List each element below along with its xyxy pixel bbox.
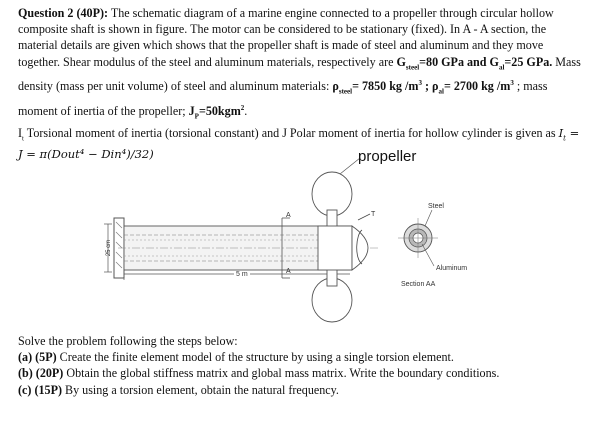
- solution-steps: [18, 333, 584, 398]
- propeller-blade-stem-bottom: [327, 268, 337, 286]
- step-c: (c) (15P) By using a torsion element, obtain the natural frequency.: [18, 382, 339, 397]
- question-heading: Question 2 (40P):: [18, 6, 109, 20]
- section-label-a-bottom: A: [286, 268, 291, 275]
- steps-intro: Solve the problem following the steps below:: [18, 334, 238, 348]
- section-aa-label: Section AA: [401, 281, 436, 288]
- dim-outer-label: 25 cm: [106, 239, 112, 257]
- propeller-blade-top: [312, 172, 352, 216]
- problem-text-1: The schematic diagram of a marine engine connected to a propeller through circular hollow composite shaft is shown in figure. The motor can be considered to be stationary (fixed). In A - A section, the material details are given which shows that the propeller shaft is made of steel and aluminum and they move together. Shear modulus of the steel and aluminum materials, respectively are: [18, 6, 554, 69]
- rho-values: $\rho_{steel}= 7850$ kg $/m^3$ ; $\rho_{al}= 2700$ kg $/m^3$: [332, 79, 514, 96]
- cross-section-aa: [398, 210, 438, 266]
- problem-statement: Question 2 (40P): The schematic diagram of a marine engine connected to a propeller through circular hollow composite shaft is shown in figure. The motor can be considered to be stationary (fixed). In A - A section, the material details are given which shows that the propeller shaft is made of steel and aluminum and they move together. Shear modulus of the steel and aluminum materials, respectively are $G_{steel}=80$ GPa and $G_{al}=25$ GPa. Mass density (mass per unit volume) of steel and aluminum materials: $\rho_{steel}= 7850$ kg $/m^3$ ; $\rho_{al}= 2700$ kg $/m^3$ ; mass moment of inertia of the propeller; $J_P=50kgm^2$. $I_t$ Torsional moment of inertia (torsional constant) and J Polar moment of inertia for hollow cylinder is given as $I_t = J$ = π(Dout⁴ − Din⁴)/32): [18, 6, 581, 162]
- it-symbol: I: [18, 125, 23, 140]
- torque-label: T: [371, 211, 376, 218]
- propeller-hub: [318, 226, 352, 270]
- length-label: 5 m: [236, 271, 248, 278]
- problem-text-5: Torsional moment of inertia (torsional constant) and J Polar moment of inertia for hollow cylinder is given as: [23, 125, 559, 140]
- steel-label: Steel: [428, 203, 444, 210]
- aluminum-label: Aluminum: [436, 265, 468, 272]
- jp-value: $J_P=50kgm^2$: [188, 103, 245, 121]
- problem-text-3: ; mass moment of inertia of the propeller;: [18, 79, 548, 118]
- propeller-blade-stem-top: [327, 210, 337, 228]
- g-steel: $G_{steel}=80$ GPa and $G_{al}=25$ GPa.: [396, 54, 553, 72]
- problem-text-2: Mass density (mass per unit volume) of steel and aluminum materials:: [18, 54, 581, 94]
- step-b: (b) (20P) Obtain the global stiffness matrix and global mass matrix. Write the boundary conditions.: [18, 366, 500, 381]
- propeller-title: propeller: [358, 148, 417, 165]
- propeller-assembly: [312, 172, 368, 322]
- step-a: (a) (5P) Create the finite element model of the structure by using a single torsion element.: [18, 350, 454, 365]
- inertia-formula: $I_t = J$ = π(Dout⁴ − Din⁴)/32): [18, 125, 580, 162]
- section-label-a-top: A: [286, 212, 291, 219]
- shaft-schematic-figure: [18, 140, 588, 330]
